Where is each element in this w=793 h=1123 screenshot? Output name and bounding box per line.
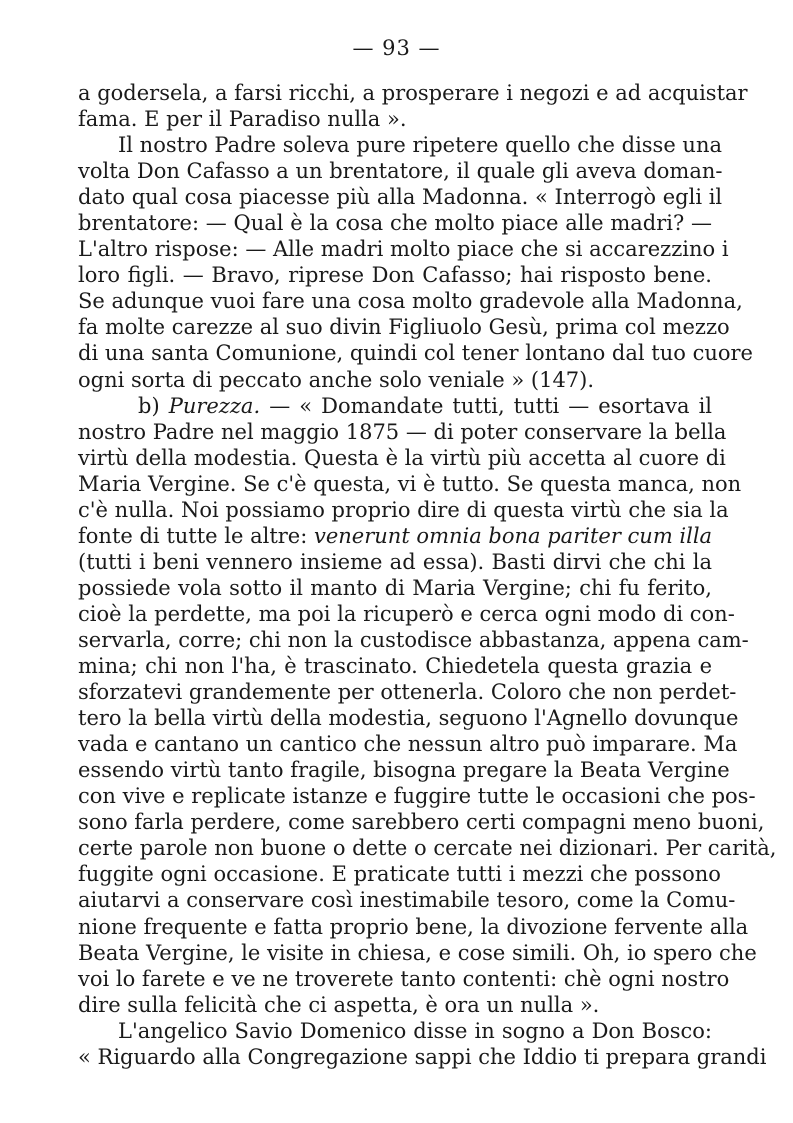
text-line: Beata Vergine, le visite in chiesa, e cose simili. Oh, io spero che — [78, 940, 757, 965]
section-b-line — [78, 393, 712, 419]
text-line: tero la bella virtù della modestia, seguono l'Agnello dovunque — [78, 706, 739, 731]
text-line: L'altro rispose: — Alle madri molto piace che si accarezzino i — [78, 237, 729, 262]
text-line: Se adunque vuoi fare una cosa molto gradevole alla Madonna, — [78, 289, 743, 314]
text-line: c'è nulla. Noi possiamo proprio dire di questa virtù che sia la — [78, 497, 729, 522]
text-line: servarla, corre; chi non la custodisce abbastanza, appena cam- — [78, 627, 749, 652]
text-line: mina; chi non l'ha, è trascinato. Chiedetela questa grazia e — [78, 654, 712, 679]
text-fragment: — « Domandate tutti, tutti — esortava il — [269, 393, 712, 418]
text-line: sono farla perdere, come sarebbero certi compagni meno buoni, — [78, 810, 765, 835]
text-line: essendo virtù tanto fragile, bisogna pregare la Beata Vergine — [78, 758, 730, 783]
text-line: cioè la perdette, ma poi la ricuperò e cerca ogni modo di con- — [78, 601, 735, 626]
text-line: voi lo farete e ve ne troverete tanto contenti: chè ogni nostro — [78, 966, 730, 991]
text-line: di una santa Comunione, quindi col tener lontano dal tuo cuore — [78, 341, 753, 366]
text-line: aiutarvi a conservare così inestimabile tesoro, come la Comu- — [78, 888, 736, 913]
text-line: volta Don Cafasso a un brentatore, il quale gli aveva doman- — [78, 159, 723, 184]
text-line: sforzatevi grandemente per ottenerla. Coloro che non perdet- — [78, 680, 737, 705]
text-line: vada e cantano un cantico che nessun altro può imparare. Ma — [78, 732, 738, 757]
text-line: brentatore: — Qual è la cosa che molto piace alle madri? — — [78, 211, 712, 236]
text-line: « Riguardo alla Congregazione sappi che Iddio ti prepara grandi — [78, 1044, 767, 1069]
text-line: fama. E per il Paradiso nulla ». — [78, 107, 407, 132]
section-marker: b) — [138, 393, 160, 418]
text-line: dato qual cosa piacesse più alla Madonna. « Interrogò egli il — [78, 185, 723, 210]
text-line: fa molte carezze al suo divin Figliuolo Gesù, prima col mezzo — [78, 315, 730, 340]
text-line: nostro Padre nel maggio 1875 — di poter conservare la bella — [78, 419, 727, 444]
text-line: con vive e replicate istanze e fuggire tutte le occasioni che pos- — [78, 784, 756, 809]
text-line: Maria Vergine. Se c'è questa, vi è tutto. Se questa manca, non — [78, 471, 742, 496]
text-line: possiede vola sotto il manto di Maria Vergine; chi fu ferito, — [78, 575, 712, 600]
text-line: certe parole non buone o dette o cercate nei dizionari. Per carità, — [78, 836, 777, 861]
text-line-with-latin — [78, 523, 712, 549]
text-line: (tutti i beni vennero insieme ad essa). Basti dirvi che chi la — [78, 549, 712, 574]
section-title: Purezza. — [168, 393, 261, 418]
text-line: Il nostro Padre soleva pure ripetere quello che disse una — [118, 133, 723, 158]
text-line: virtù della modestia. Questa è la virtù più accetta al cuore di — [78, 445, 726, 470]
latin-quote: venerunt omnia bona pariter cum illa — [313, 523, 713, 548]
body-text — [78, 80, 777, 1070]
text-line: loro figli. — Bravo, riprese Don Cafasso; hai risposto bene. — [78, 263, 712, 288]
text-line: L'angelico Savio Domenico disse in sogno a Don Bosco: — [118, 1018, 712, 1043]
page-number: — 93 — — [352, 36, 441, 60]
text-line: dire sulla felicità che ci aspetta, è ora un nulla ». — [78, 992, 600, 1017]
text-line: ogni sorta di peccato anche solo veniale » (147). — [78, 367, 595, 392]
text-line: fuggite ogni occasione. E praticate tutti i mezzi che possono — [78, 862, 721, 887]
text-fragment: fonte di tutte le altre: — [78, 523, 314, 548]
text-line: a godersela, a farsi ricchi, a prosperare i negozi e ad acquistar — [78, 81, 748, 105]
text-line: nione frequente e fatta proprio bene, la divozione fervente alla — [78, 914, 749, 939]
